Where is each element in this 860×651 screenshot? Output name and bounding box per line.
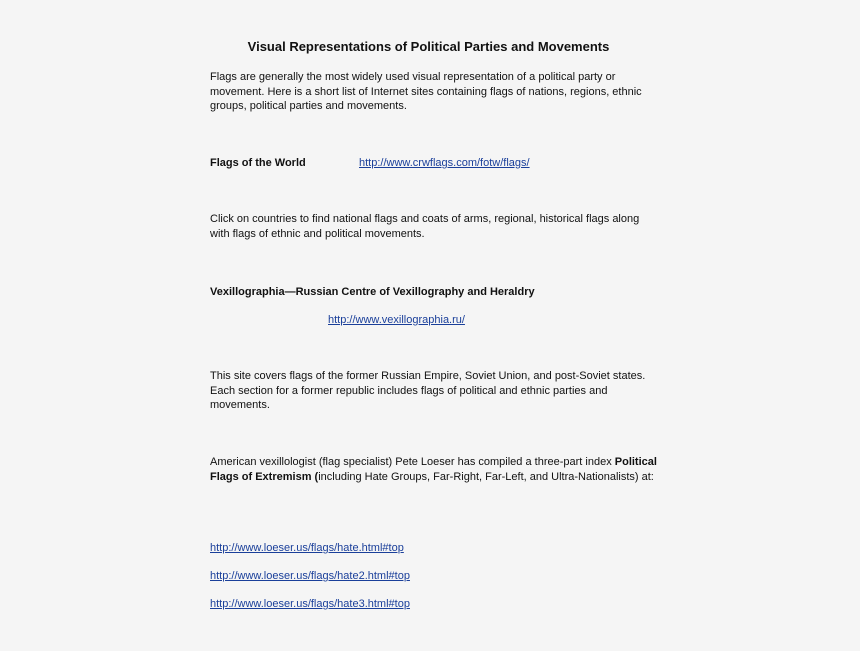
description-vexillographia: This site covers flags of the former Russian Empire, Soviet Union, and post-Soviet states. Each section for a former republic includes flags of political and ethnic parties and movements.	[210, 370, 646, 411]
link-flags-of-the-world[interactable]: http://www.crwflags.com/fotw/flags/	[359, 157, 530, 169]
description-flags-of-the-world: Click on countries to find national flags and coats of arms, regional, historical flags along with flags of ethnic and political movements.	[210, 213, 640, 240]
loeser-text-before: American vexillologist (flag specialist) Pete Loeser has compiled a three-part index	[210, 456, 612, 468]
loeser-index-title: Political Flags of Extremism (	[210, 456, 657, 483]
site-name-flags-of-the-world: Flags of the World	[210, 157, 306, 169]
document-title: Visual Representations of Political Parties and Movements	[247, 39, 610, 54]
intro-paragraph: Flags are generally the most widely used visual representation of a political party or movement. Here is a short list of Internet sites containing flags of nations, regions, ethnic groups, political parties and movements.	[210, 71, 642, 112]
link-loeser-hate-1[interactable]: http://www.loeser.us/flags/hate.html#top	[210, 542, 404, 554]
loeser-text-after: including Hate Groups, Far-Right, Far-Left, and Ultra-Nationalists) at:	[318, 470, 654, 483]
site-name-vexillographia: Vexillographia—Russian Centre of Vexillography and Heraldry	[210, 286, 535, 298]
link-vexillographia[interactable]: http://www.vexillographia.ru/	[328, 314, 465, 326]
link-loeser-hate-2[interactable]: http://www.loeser.us/flags/hate2.html#top	[210, 570, 410, 582]
link-loeser-hate-3[interactable]: http://www.loeser.us/flags/hate3.html#top	[210, 598, 410, 610]
loeser-paragraph	[210, 455, 660, 484]
